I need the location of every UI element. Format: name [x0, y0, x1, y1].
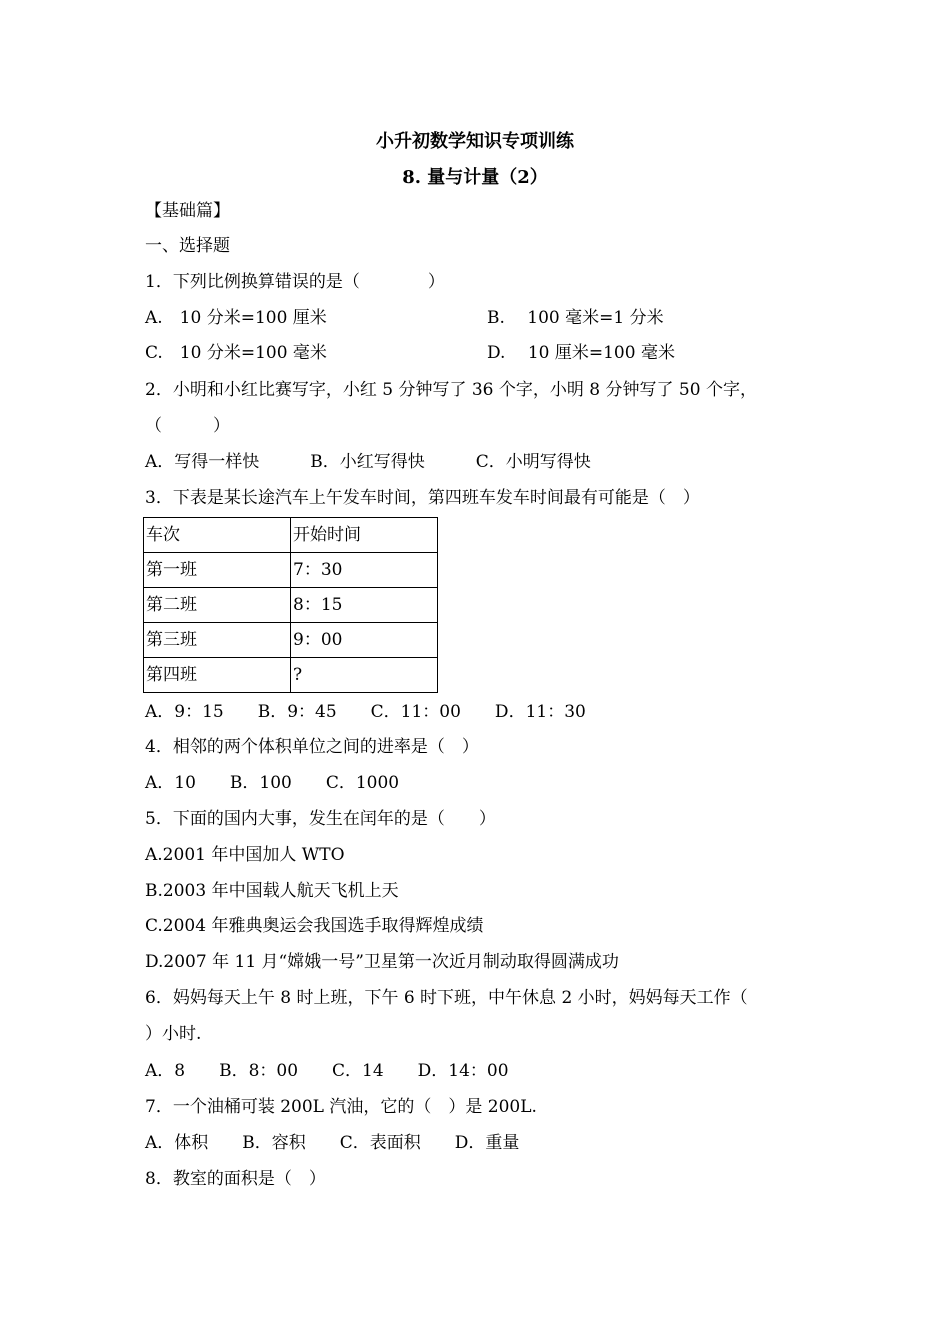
question-5-option-a: A.2001 年中国加人 WTO: [145, 845, 345, 865]
question-3-stem: 3．下表是某长途汽车上午发车时间，第四班车发车时间最有可能是（ ）: [145, 488, 700, 508]
question-6-stem-continued: ）小时.: [145, 1024, 202, 1044]
document-subtitle: 8. 量与计量（2）: [402, 167, 548, 188]
question-2-options: A．写得一样快 B．小红写得快 C．小明写得快: [145, 452, 591, 472]
question-5-stem: 5．下面的国内大事，发生在闰年的是（ ）: [145, 809, 496, 829]
section-label: 【基础篇】: [145, 201, 230, 221]
table-cell: 7：30: [291, 553, 438, 588]
table-cell: 第三班: [144, 623, 291, 658]
table-cell: 第四班: [144, 658, 291, 693]
question-2-blank: （ ）: [145, 416, 230, 436]
table-row: [144, 623, 438, 658]
question-1-option-b: B. 100 毫米=1 分米: [487, 308, 664, 328]
table-row: [144, 588, 438, 623]
table-cell: ?: [291, 658, 438, 693]
schedule-table: [143, 517, 438, 693]
question-5-option-d: D.2007 年 11 月“嫦娥一号”卫星第一次近月制动取得圆满成功: [145, 952, 619, 972]
question-5-option-b: B.2003 年中国载人航天飞机上天: [145, 881, 399, 901]
question-4-stem: 4．相邻的两个体积单位之间的进率是（ ）: [145, 737, 479, 757]
part-heading: 一、选择题: [145, 236, 230, 256]
table-header-cell: 开始时间: [291, 518, 438, 553]
question-1-option-c: C. 10 分米=100 毫米: [145, 343, 327, 363]
question-3-options: A．9：15 B．9：45 C．11：00 D．11：30: [145, 702, 586, 722]
document-title: 小升初数学知识专项训练: [376, 131, 574, 152]
table-cell: 9：00: [291, 623, 438, 658]
question-4-options: A．10 B．100 C．1000: [145, 773, 400, 793]
question-6-options: A．8 B．8：00 C．14 D．14：00: [145, 1061, 509, 1081]
table-row: [144, 658, 438, 693]
question-5-option-c: C.2004 年雅典奥运会我国选手取得辉煌成绩: [145, 916, 484, 936]
table-row: [144, 553, 438, 588]
question-1-option-d: D. 10 厘米=100 毫米: [487, 343, 675, 363]
question-6-stem: 6．妈妈每天上午 8 时上班，下午 6 时下班，中午休息 2 小时，妈妈每天工作（: [145, 988, 748, 1008]
question-7-options: A．体积 B．容积 C．表面积 D．重量: [145, 1133, 520, 1153]
question-7-stem: 7．一个油桶可装 200L 汽油，它的（ ）是 200L.: [145, 1097, 537, 1117]
table-cell: 第一班: [144, 553, 291, 588]
question-2-stem: 2．小明和小红比赛写字，小红 5 分钟写了 36 个字，小明 8 分钟写了 50 个字，: [145, 380, 757, 400]
table-header-cell: 车次: [144, 518, 291, 553]
table-cell: 第二班: [144, 588, 291, 623]
question-8-stem: 8．教室的面积是（ ）: [145, 1169, 326, 1189]
question-1-stem: 1．下列比例换算错误的是（ ）: [145, 272, 445, 292]
table-cell: 8：15: [291, 588, 438, 623]
question-1-option-a: A. 10 分米=100 厘米: [145, 308, 327, 328]
table-header-row: [144, 518, 438, 553]
